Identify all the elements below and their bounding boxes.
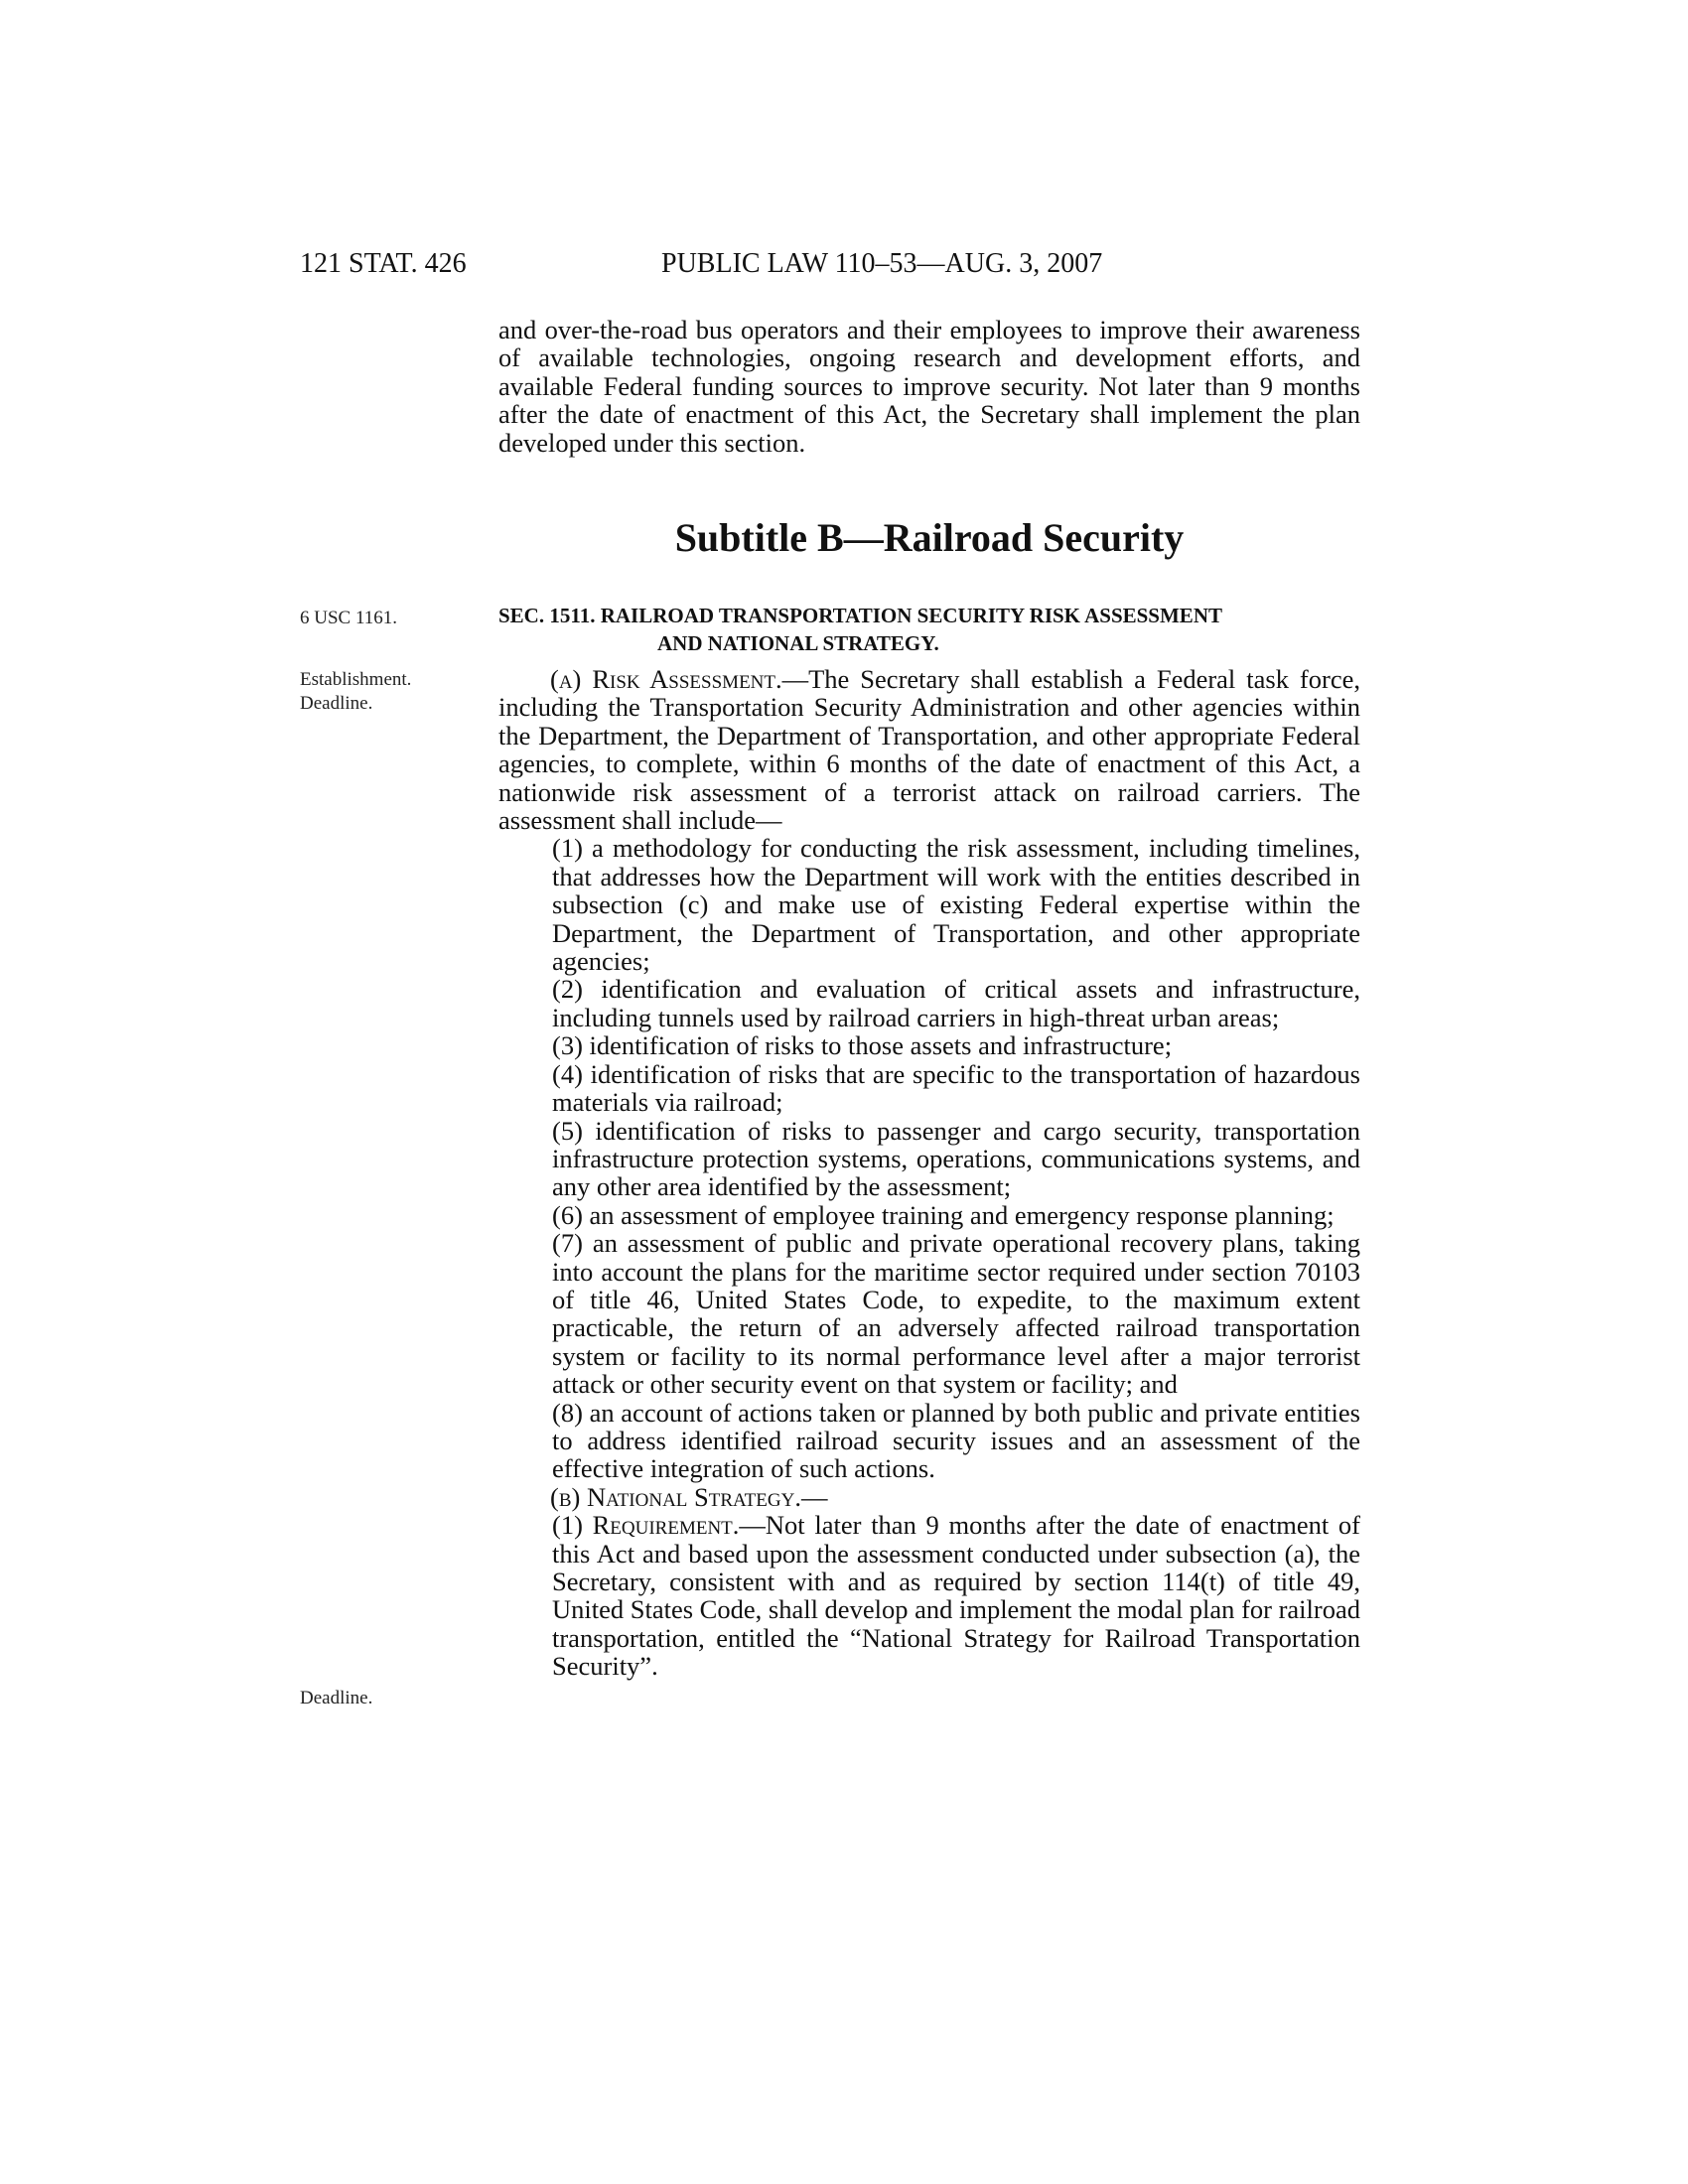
subsection-a-label: (a) Risk Assessment. [550, 664, 782, 694]
subsection-a [498, 665, 1360, 834]
list-item-5: (5) identification of risks to passenger and cargo security, transportation infrastructure protection systems, operations, communications systems, and any other area identified by the assessment; [552, 1115, 1360, 1202]
list-item-6: (6) an assessment of employee training and emergency response planning; [552, 1199, 1335, 1230]
subsection-b-heading [498, 1483, 1360, 1511]
margin-note-deadline-2: Deadline. [300, 1688, 373, 1708]
list-item-4: (4) identification of risks that are specific to the transportation of hazardous materials via railroad; [552, 1058, 1360, 1118]
section-heading-line1: SEC. 1511. RAILROAD TRANSPORTATION SECURITY RISK ASSESSMENT [498, 604, 1222, 627]
margin-note-establishment: Establishment. [300, 669, 412, 690]
section-heading-line2: AND NATIONAL STRATEGY. [657, 631, 939, 655]
subsection-a-text: —The Secretary shall establish a Federal task force, including the Transportation Security Administration and other agencies within the Department, the Department of Transportation, and other appropriate Federal agencies, to complete, within 6 months of the date of enactment of this Act, a nationwide risk assessment of a terrorist attack on railroad carriers. The assessment shall include— [498, 664, 1360, 836]
subsection-b-requirement [498, 1511, 1360, 1680]
list-item-3: (3) identification of risks to those assets and infrastructure; [552, 1030, 1173, 1061]
list-item-8: (8) an account of actions taken or planned by both public and private entities to address identified railroad security issues and an assessment of the effective integration of such actions. [552, 1397, 1360, 1484]
subsection-b-label: (b) National Strategy.— [550, 1481, 828, 1512]
margin-note-deadline: Deadline. [300, 693, 373, 714]
subtitle-heading: Subtitle B—Railroad Security [674, 515, 1185, 560]
requirement-text: —Not later than 9 months after the date of enactment of this Act and based upon the assessment conducted under subsection (a), the Secretary, consistent with and as required by section 114(t) of title 49, United States Code, shall develop and implement the modal plan for railroad transportation, entitled the “National Strategy for Railroad Transportation Security”. [552, 1510, 1360, 1682]
intro-paragraph: and over-the-road bus operators and their employees to improve their awareness of available technologies, ongoing research and development efforts, and available Federal funding sources to improve security. Not later than 9 months after the date of enactment of this Act, the Secretary shall implement the plan developed under this section. [498, 315, 1360, 458]
page-header-law: PUBLIC LAW 110–53—AUG. 3, 2007 [661, 248, 1103, 279]
list-item-7: (7) an assessment of public and private operational recovery plans, taking into account the plans for the maritime sector required under section 70103 of title 46, United States Code, to expedite, to the maximum extent practicable, the return of an adversely affected railroad transportation system or facility to its normal performance level after a major terrorist attack or other security event on that system or facility; and [552, 1228, 1360, 1400]
margin-note-usc: 6 USC 1161. [300, 608, 398, 628]
requirement-label: (1) Requirement. [552, 1510, 740, 1541]
list-item-2: (2) identification and evaluation of critical assets and infrastructure, including tunnels used by railroad carriers in high-threat urban areas; [552, 974, 1360, 1032]
page-stat-number: 121 STAT. 426 [300, 248, 467, 279]
intro-block [498, 316, 1360, 457]
list-item-1: (1) a methodology for conducting the risk assessment, including timelines, that addresses how the Department will work with the entities described in subsection (c) and make use of existing Federal expertise within the Department, the Department of Transportation, and other appropriate agencies; [552, 833, 1360, 977]
section-heading [498, 602, 1360, 657]
section-body [498, 665, 1360, 1681]
